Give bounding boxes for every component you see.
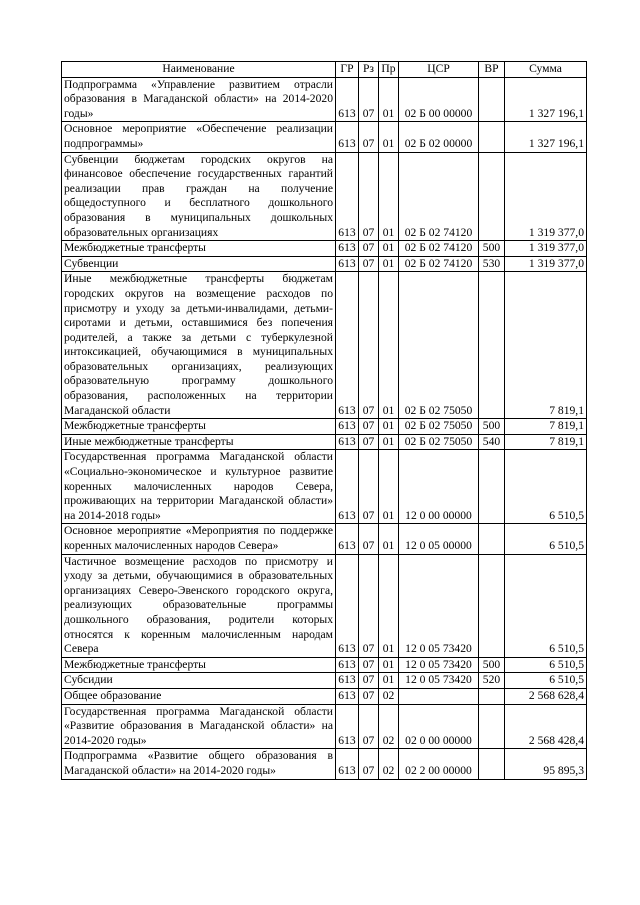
header-csr: ЦСР <box>399 62 479 78</box>
cell-sum: 6 510,5 <box>505 450 587 524</box>
cell-vr <box>479 272 505 419</box>
cell-pr: 02 <box>379 688 399 704</box>
cell-sum: 1 319 377,0 <box>505 241 587 257</box>
cell-rz: 07 <box>359 152 379 241</box>
cell-name: Межбюджетные трансферты <box>62 657 336 673</box>
table-row <box>62 749 587 779</box>
cell-gr: 613 <box>336 524 359 554</box>
cell-csr <box>399 688 479 704</box>
table-row <box>62 434 587 450</box>
table-row <box>62 122 587 152</box>
cell-gr: 613 <box>336 419 359 435</box>
cell-csr: 12 0 05 00000 <box>399 524 479 554</box>
table-row <box>62 554 587 657</box>
cell-gr: 613 <box>336 749 359 779</box>
cell-gr: 613 <box>336 122 359 152</box>
cell-pr: 01 <box>379 419 399 435</box>
cell-rz: 07 <box>359 450 379 524</box>
cell-pr: 01 <box>379 77 399 122</box>
cell-name: Иные межбюджетные трансферты бюджетам городских округов на возмещение расходов по присмотру и уходу за детьми-инвалидами, детьми-сиротами и детьми, оставшимися без попечения родителей, а также за детьми с туберкулезной интоксикацией, обучающимися в муниципальных образовательных организациях, реализующих образовательную программу дошкольного образования, расположенных на территории Магаданской области <box>62 272 336 419</box>
cell-pr: 01 <box>379 152 399 241</box>
cell-csr: 02 Б 02 75050 <box>399 419 479 435</box>
cell-name: Субсидии <box>62 673 336 689</box>
cell-pr: 02 <box>379 704 399 749</box>
cell-rz: 07 <box>359 434 379 450</box>
header-gr: ГР <box>336 62 359 78</box>
cell-rz: 07 <box>359 554 379 657</box>
cell-gr: 613 <box>336 657 359 673</box>
cell-pr: 01 <box>379 450 399 524</box>
cell-vr <box>479 749 505 779</box>
cell-vr <box>479 122 505 152</box>
cell-pr: 01 <box>379 554 399 657</box>
cell-sum: 7 819,1 <box>505 434 587 450</box>
table-row <box>62 241 587 257</box>
cell-gr: 613 <box>336 450 359 524</box>
cell-vr <box>479 152 505 241</box>
cell-csr: 02 Б 02 75050 <box>399 272 479 419</box>
cell-name: Иные межбюджетные трансферты <box>62 434 336 450</box>
cell-name: Подпрограмма «Управление развитием отрасли образования в Магаданской области» на 2014-2020 годы» <box>62 77 336 122</box>
cell-vr <box>479 704 505 749</box>
budget-table <box>61 61 587 780</box>
cell-pr: 01 <box>379 272 399 419</box>
cell-name: Межбюджетные трансферты <box>62 241 336 257</box>
cell-pr: 01 <box>379 434 399 450</box>
cell-sum: 1 319 377,0 <box>505 256 587 272</box>
cell-csr: 02 0 00 00000 <box>399 704 479 749</box>
cell-gr: 613 <box>336 434 359 450</box>
cell-pr: 01 <box>379 657 399 673</box>
header-sum: Сумма <box>505 62 587 78</box>
cell-sum: 6 510,5 <box>505 524 587 554</box>
cell-vr: 500 <box>479 419 505 435</box>
table-row <box>62 77 587 122</box>
cell-pr: 02 <box>379 749 399 779</box>
cell-rz: 07 <box>359 77 379 122</box>
table-header-row <box>62 62 587 78</box>
cell-gr: 613 <box>336 241 359 257</box>
cell-sum: 6 510,5 <box>505 554 587 657</box>
cell-rz: 07 <box>359 749 379 779</box>
cell-rz: 07 <box>359 122 379 152</box>
cell-csr: 02 Б 00 00000 <box>399 77 479 122</box>
cell-name: Подпрограмма «Развитие общего образования в Магаданской области» на 2014-2020 годы» <box>62 749 336 779</box>
cell-rz: 07 <box>359 673 379 689</box>
table-row <box>62 673 587 689</box>
header-vr: ВР <box>479 62 505 78</box>
cell-vr: 540 <box>479 434 505 450</box>
cell-csr: 02 Б 02 74120 <box>399 152 479 241</box>
cell-gr: 613 <box>336 272 359 419</box>
cell-name: Основное мероприятие «Обеспечение реализации подпрограммы» <box>62 122 336 152</box>
cell-sum: 6 510,5 <box>505 657 587 673</box>
cell-name: Частичное возмещение расходов по присмотру и уходу за детьми, обучающимися в образовательных организациях Северо-Эвенского городского округа, реализующих образовательные программы дошкольного образования, родители которых относятся к коренным малочисленным народам Севера <box>62 554 336 657</box>
header-pr: Пр <box>379 62 399 78</box>
cell-vr: 500 <box>479 657 505 673</box>
table-row <box>62 272 587 419</box>
cell-name: Межбюджетные трансферты <box>62 419 336 435</box>
table-row <box>62 256 587 272</box>
cell-rz: 07 <box>359 241 379 257</box>
cell-gr: 613 <box>336 673 359 689</box>
header-name: Наименование <box>62 62 336 78</box>
table-row <box>62 450 587 524</box>
table-row <box>62 657 587 673</box>
cell-name: Основное мероприятие «Мероприятия по поддержке коренных малочисленных народов Севера» <box>62 524 336 554</box>
cell-vr <box>479 77 505 122</box>
cell-name: Субвенции бюджетам городских округов на финансовое обеспечение государственных гарантий реализации прав граждан на получение общедоступного и бесплатного дошкольного образования в муниципальных дошкольных образовательных организациях <box>62 152 336 241</box>
cell-csr: 12 0 00 00000 <box>399 450 479 524</box>
cell-sum: 1 327 196,1 <box>505 122 587 152</box>
cell-rz: 07 <box>359 256 379 272</box>
cell-pr: 01 <box>379 256 399 272</box>
cell-name: Государственная программа Магаданской области «Развитие образования в Магаданской области» на 2014-2020 годы» <box>62 704 336 749</box>
table-row <box>62 688 587 704</box>
cell-gr: 613 <box>336 152 359 241</box>
cell-pr: 01 <box>379 673 399 689</box>
cell-vr: 520 <box>479 673 505 689</box>
cell-vr: 530 <box>479 256 505 272</box>
cell-gr: 613 <box>336 554 359 657</box>
cell-name: Государственная программа Магаданской области «Социально-экономическое и культурное развитие коренных малочисленных народов Севера, проживающих на территории Магаданской области» на 2014-2018 годы» <box>62 450 336 524</box>
cell-gr: 613 <box>336 256 359 272</box>
cell-sum: 1 327 196,1 <box>505 77 587 122</box>
table-body <box>62 77 587 779</box>
cell-rz: 07 <box>359 704 379 749</box>
cell-csr: 02 Б 02 75050 <box>399 434 479 450</box>
cell-sum: 95 895,3 <box>505 749 587 779</box>
cell-sum: 7 819,1 <box>505 272 587 419</box>
cell-pr: 01 <box>379 241 399 257</box>
table-row <box>62 524 587 554</box>
cell-rz: 07 <box>359 524 379 554</box>
cell-sum: 1 319 377,0 <box>505 152 587 241</box>
cell-vr <box>479 524 505 554</box>
cell-csr: 12 0 05 73420 <box>399 673 479 689</box>
cell-sum: 7 819,1 <box>505 419 587 435</box>
cell-vr <box>479 688 505 704</box>
cell-rz: 07 <box>359 272 379 419</box>
cell-csr: 02 Б 02 00000 <box>399 122 479 152</box>
cell-sum: 2 568 428,4 <box>505 704 587 749</box>
cell-csr: 02 Б 02 74120 <box>399 256 479 272</box>
cell-rz: 07 <box>359 419 379 435</box>
cell-pr: 01 <box>379 122 399 152</box>
cell-pr: 01 <box>379 524 399 554</box>
cell-sum: 2 568 628,4 <box>505 688 587 704</box>
cell-csr: 02 Б 02 74120 <box>399 241 479 257</box>
cell-csr: 02 2 00 00000 <box>399 749 479 779</box>
cell-gr: 613 <box>336 704 359 749</box>
cell-csr: 12 0 05 73420 <box>399 554 479 657</box>
cell-vr <box>479 554 505 657</box>
cell-rz: 07 <box>359 688 379 704</box>
cell-rz: 07 <box>359 657 379 673</box>
cell-csr: 12 0 05 73420 <box>399 657 479 673</box>
cell-gr: 613 <box>336 688 359 704</box>
cell-sum: 6 510,5 <box>505 673 587 689</box>
cell-name: Субвенции <box>62 256 336 272</box>
cell-vr <box>479 450 505 524</box>
header-rz: Рз <box>359 62 379 78</box>
cell-vr: 500 <box>479 241 505 257</box>
table-row <box>62 419 587 435</box>
cell-name: Общее образование <box>62 688 336 704</box>
cell-gr: 613 <box>336 77 359 122</box>
table-row <box>62 704 587 749</box>
table-row <box>62 152 587 241</box>
